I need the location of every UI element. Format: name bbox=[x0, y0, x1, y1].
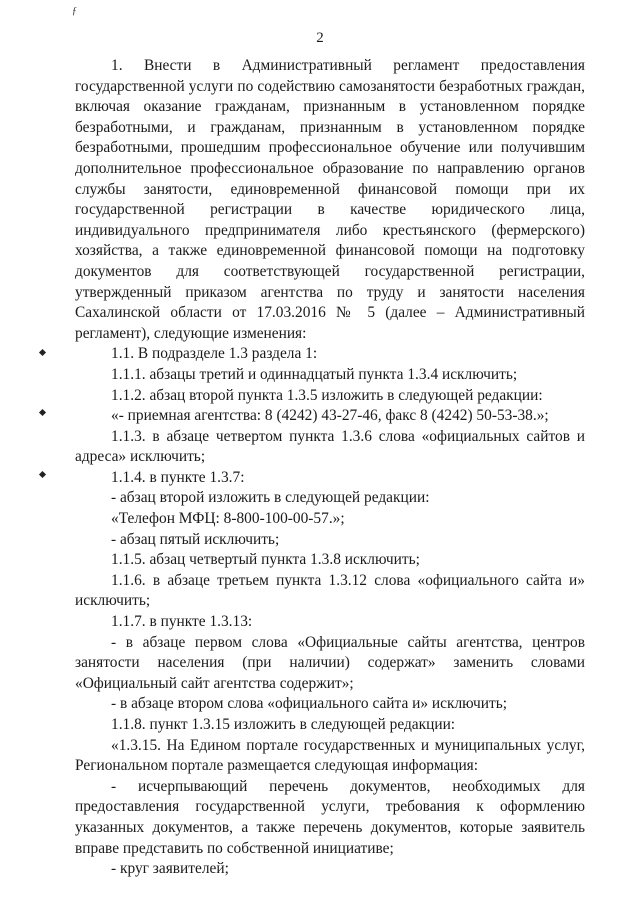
paragraph: 1.1.7. в пункте 1.3.13: bbox=[111, 613, 253, 631]
paragraph: 1.1.1. абзацы третий и одиннадцатый пункта 1.3.4 исключить; bbox=[111, 365, 518, 383]
scan-artifact-mark: ƒ bbox=[72, 6, 77, 17]
paragraph: «Телефон МФЦ: 8-800-100-00-57.»; bbox=[111, 510, 345, 528]
paragraph: 1.1.6. в абзаце третьем пункта 1.3.12 слова «официального сайта и» исключить; bbox=[75, 571, 585, 610]
scan-artifact-mark bbox=[39, 349, 46, 356]
scan-artifact-mark bbox=[39, 409, 46, 416]
page-number: 2 bbox=[316, 30, 324, 46]
paragraph: «- приемная агентства: 8 (4242) 43-27-46, факс 8 (4242) 50-53-38.»; bbox=[111, 407, 549, 425]
paragraph: 1.1.5. абзац четвертый пункта 1.3.8 исключить; bbox=[111, 551, 420, 569]
paragraph: 1. Внести в Административный регламент предоставления государственной услуги по содействию самозанятости безработных граждан, включая оказание гражданам, признанным в установленном порядке безработными, и гражданам, признанным в установленном порядке безработными, прошедшим профессиональное обучение или получившим дополнительное профессиональное образование по направлению органов службы занятости, единовременной финансовой помощи при их государственной регистрации в качестве юридического лица, индивидуального предпринимателя либо крестьянского (фермерского) хозяйства, а также единовременной финансовой помощи на подготовку документов для соответствующей государственной регистрации, утвержденный приказом агентства по труду и занятости населения Сахалинской области от 17.03.2016 № 5 (далее – Административный регламент), следующие изменения: bbox=[75, 57, 585, 342]
paragraph: 1.1.2. абзац второй пункта 1.3.5 изложить в следующей редакции: bbox=[111, 386, 543, 404]
scan-artifact-mark bbox=[39, 471, 46, 478]
paragraph: 1.1.4. в пункте 1.3.7: bbox=[111, 468, 245, 486]
paragraph: - абзац пятый исключить; bbox=[111, 530, 280, 548]
document-body bbox=[75, 56, 585, 880]
paragraph: 1.1. В подразделе 1.3 раздела 1: bbox=[111, 345, 318, 363]
paragraph: «1.3.15. На Едином портале государственных и муниципальных услуг, Региональном портале размещается следующая информация: bbox=[75, 736, 585, 775]
paragraph: 1.1.3. в абзаце четвертом пункта 1.3.6 слова «официальных сайтов и адреса» исключить; bbox=[75, 427, 585, 466]
paragraph: - в абзаце втором слова «официального сайта и» исключить; bbox=[111, 695, 508, 713]
paragraph: - круг заявителей; bbox=[111, 860, 229, 878]
paragraph: - исчерпывающий перечень документов, необходимых для предоставления государственной услуги, требования к оформлению указанных документов, а также перечень документов, которые заявитель вправе представить по собственной инициативе; bbox=[75, 777, 585, 857]
paragraph: - в абзаце первом слова «Официальные сайты агентства, центров занятости населения (при наличии) содержат» заменить словами «Официальный сайт агентства содержит»; bbox=[75, 633, 585, 692]
paragraph: - абзац второй изложить в следующей редакции: bbox=[111, 489, 430, 507]
paragraph: 1.1.8. пункт 1.3.15 изложить в следующей редакции: bbox=[111, 716, 456, 733]
